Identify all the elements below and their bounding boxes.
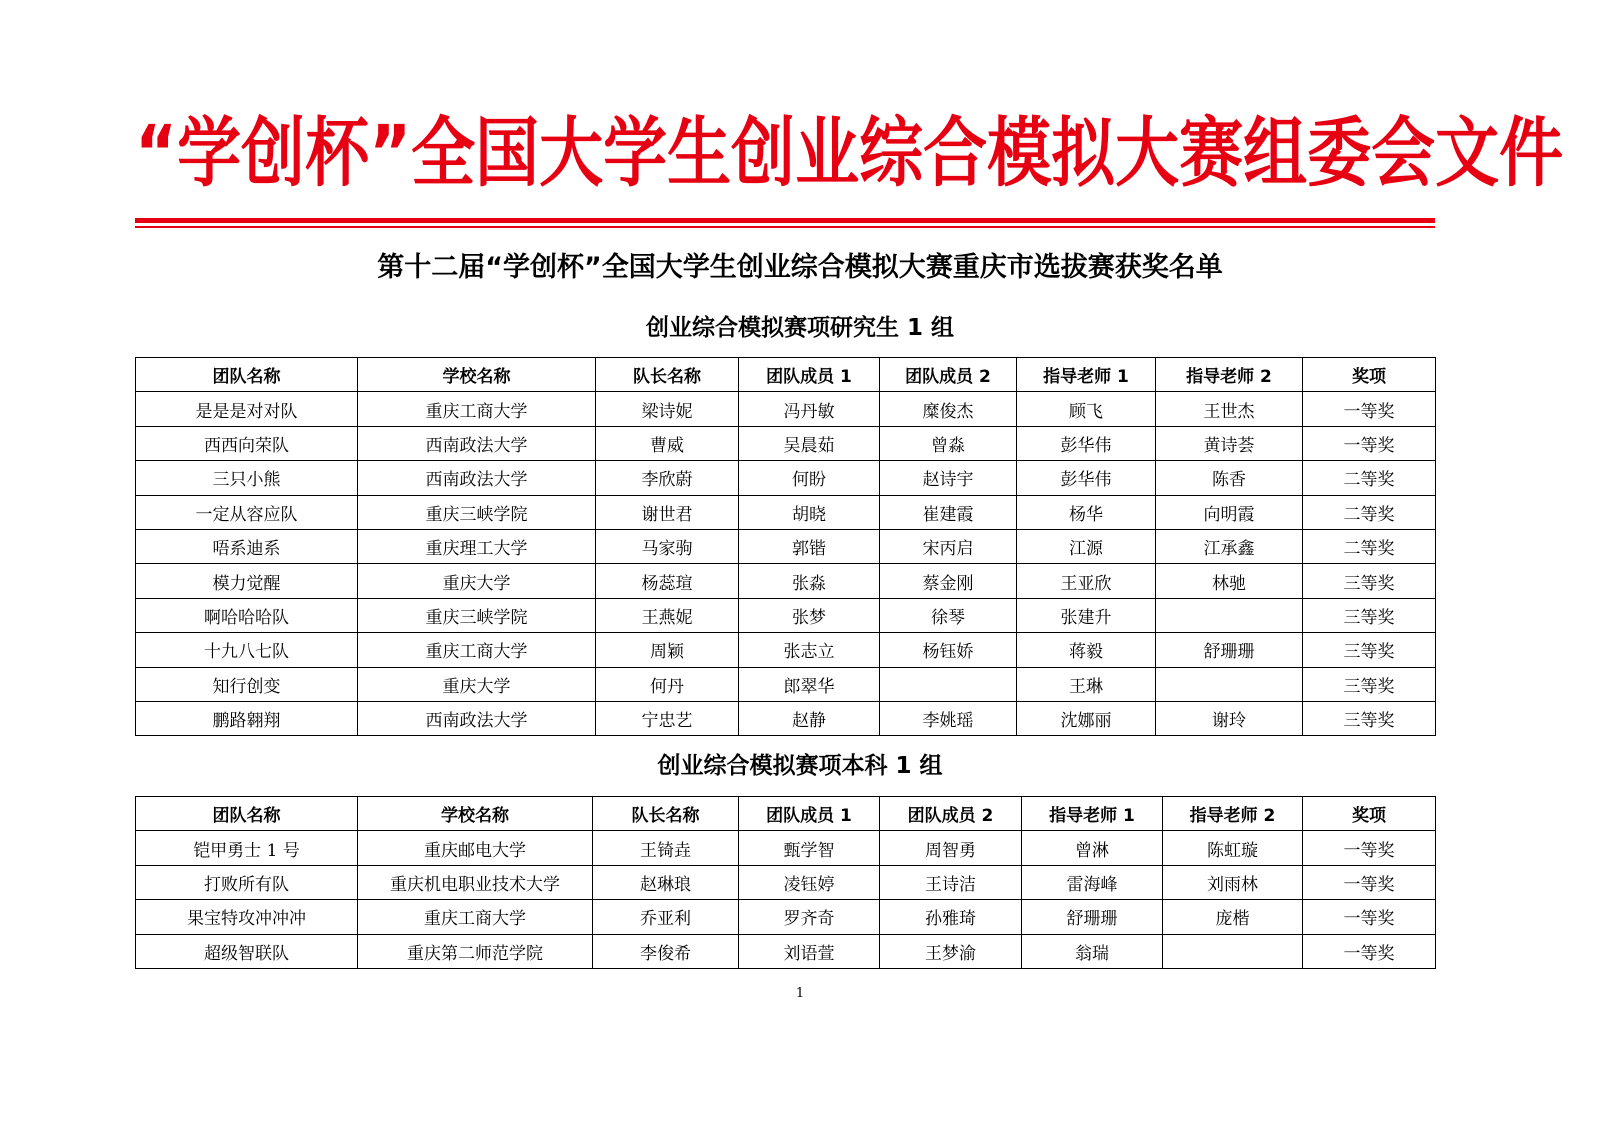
table-cell: 是是是对对队	[136, 392, 358, 426]
column-header: 队长名称	[596, 358, 739, 392]
table-cell: 胡晓	[739, 495, 880, 529]
table-cell: 黄诗荟	[1156, 426, 1303, 460]
table-cell: 蒋毅	[1017, 633, 1156, 667]
letterhead-char: 创	[731, 110, 796, 198]
table-cell: 三等奖	[1303, 667, 1436, 701]
table-cell: 李姚瑶	[880, 701, 1017, 735]
letterhead-char: 模	[987, 110, 1052, 198]
table-cell: 西南政法大学	[358, 461, 596, 495]
column-header: 指导老师 1	[1022, 797, 1163, 831]
table-cell: 一等奖	[1303, 392, 1436, 426]
table-cell: 陈虹璇	[1163, 831, 1303, 865]
letterhead-char: 学	[603, 110, 668, 198]
letterhead-char: 委	[1307, 110, 1372, 198]
letterhead-char: 合	[923, 110, 988, 198]
letterhead-char: 全	[411, 110, 476, 198]
table-row	[136, 667, 1436, 701]
table-cell: 梁诗妮	[596, 392, 739, 426]
table-row	[136, 495, 1436, 529]
table-cell: 重庆邮电大学	[358, 831, 593, 865]
section-title-graduate: 创业综合模拟赛项研究生 1 组	[645, 315, 955, 341]
column-header: 奖项	[1303, 358, 1436, 392]
table-cell: 赵静	[739, 701, 880, 735]
table-cell: 糜俊杰	[880, 392, 1017, 426]
letterhead-char: 生	[667, 110, 732, 198]
table-cell: 乔亚利	[593, 900, 739, 934]
table-cell: 果宝特攻冲冲冲	[136, 900, 358, 934]
table-cell: 西西向荣队	[136, 426, 358, 460]
table-cell: 曹威	[596, 426, 739, 460]
table-cell: 超级智联队	[136, 934, 358, 968]
letterhead-char: 大	[539, 110, 604, 198]
table-cell: 张建升	[1017, 598, 1156, 632]
column-header: 团队成员 2	[880, 797, 1022, 831]
letterhead-rule-thick	[135, 218, 1435, 223]
table-row	[136, 831, 1436, 865]
column-header: 指导老师 1	[1017, 358, 1156, 392]
table-cell: 曾淼	[880, 426, 1017, 460]
table-cell: 啊哈哈哈队	[136, 598, 358, 632]
table-cell: 陈香	[1156, 461, 1303, 495]
table-header-row	[136, 797, 1436, 831]
letterhead-char: 组	[1243, 110, 1308, 198]
column-header: 团队成员 1	[739, 358, 880, 392]
table-cell: 唔系迪系	[136, 529, 358, 563]
table-cell: 谢玲	[1156, 701, 1303, 735]
column-header: 学校名称	[358, 358, 596, 392]
page-number: 1	[795, 986, 805, 1001]
letterhead-char: 创	[241, 110, 306, 198]
table-cell: 重庆大学	[358, 564, 596, 598]
table-cell: 翁瑞	[1022, 934, 1163, 968]
table-cell: 一等奖	[1303, 900, 1436, 934]
table-cell: 刘雨林	[1163, 865, 1303, 899]
table-cell: 西南政法大学	[358, 701, 596, 735]
table-cell: 重庆工商大学	[358, 392, 596, 426]
table-cell: 铠甲勇士 1 号	[136, 831, 358, 865]
table-cell: 二等奖	[1303, 461, 1436, 495]
table-cell: 宁忠艺	[596, 701, 739, 735]
table-row	[136, 900, 1436, 934]
table-cell: 杨华	[1017, 495, 1156, 529]
table-cell: 谢世君	[596, 495, 739, 529]
table-cell: 郭锴	[739, 529, 880, 563]
table-cell: 周智勇	[880, 831, 1022, 865]
column-header: 团队名称	[136, 358, 358, 392]
column-header: 奖项	[1303, 797, 1436, 831]
table-row	[136, 701, 1436, 735]
table-cell: 杨钰娇	[880, 633, 1017, 667]
table-cell: 重庆三峡学院	[358, 598, 596, 632]
table-cell: 顾飞	[1017, 392, 1156, 426]
letterhead-char: 国	[475, 110, 540, 198]
table-cell: 凌钰婷	[739, 865, 880, 899]
letterhead-char: “	[135, 110, 178, 198]
table-cell: 三只小熊	[136, 461, 358, 495]
table-row	[136, 564, 1436, 598]
letterhead-rule-thin	[135, 226, 1435, 228]
table-cell: 孙雅琦	[880, 900, 1022, 934]
letterhead-char: 学	[177, 110, 242, 198]
table-cell: 周颖	[596, 633, 739, 667]
table-cell: 庞楷	[1163, 900, 1303, 934]
table-row	[136, 461, 1436, 495]
table-cell: 曾淋	[1022, 831, 1163, 865]
table-cell: 张梦	[739, 598, 880, 632]
table-cell: 二等奖	[1303, 495, 1436, 529]
table-cell: 徐琴	[880, 598, 1017, 632]
table-cell: 沈娜丽	[1017, 701, 1156, 735]
table-cell: 宋丙启	[880, 529, 1017, 563]
table-cell: 王锜垚	[593, 831, 739, 865]
table-cell: 三等奖	[1303, 633, 1436, 667]
column-header: 团队成员 1	[739, 797, 880, 831]
table-cell	[1156, 667, 1303, 701]
letterhead-char: 文	[1435, 110, 1500, 198]
table-cell: 江源	[1017, 529, 1156, 563]
letterhead-char: 综	[859, 110, 924, 198]
table-cell: 三等奖	[1303, 598, 1436, 632]
table-cell: 一等奖	[1303, 934, 1436, 968]
award-table-graduate	[135, 357, 1436, 736]
table-cell: 彭华伟	[1017, 461, 1156, 495]
letterhead-title	[135, 108, 1564, 200]
table-cell: 张淼	[739, 564, 880, 598]
column-header: 学校名称	[358, 797, 593, 831]
table-cell: 何盼	[739, 461, 880, 495]
letterhead-char: 大	[1115, 110, 1180, 198]
table-row	[136, 529, 1436, 563]
table-cell: 一等奖	[1303, 831, 1436, 865]
table-cell: 王梦渝	[880, 934, 1022, 968]
table-cell: 江承鑫	[1156, 529, 1303, 563]
table-cell: 一等奖	[1303, 426, 1436, 460]
table-cell: 三等奖	[1303, 564, 1436, 598]
table-cell: 一定从容应队	[136, 495, 358, 529]
table-header-row	[136, 358, 1436, 392]
table-cell: 彭华伟	[1017, 426, 1156, 460]
letterhead-char: 杯	[305, 110, 370, 198]
table-cell: 打败所有队	[136, 865, 358, 899]
letterhead-char: 业	[795, 110, 860, 198]
table-row	[136, 392, 1436, 426]
table-cell: 王琳	[1017, 667, 1156, 701]
document-title: 第十二届“学创杯”全国大学生创业综合模拟大赛重庆市选拔赛获奖名单	[377, 252, 1223, 283]
table-cell: 李欣蔚	[596, 461, 739, 495]
table-row	[136, 934, 1436, 968]
table-cell: 舒珊珊	[1156, 633, 1303, 667]
table-cell: 林驰	[1156, 564, 1303, 598]
table-cell: 重庆机电职业技术大学	[358, 865, 593, 899]
table-cell: 模力觉醒	[136, 564, 358, 598]
table-cell: 重庆理工大学	[358, 529, 596, 563]
table-cell: 吴晨茹	[739, 426, 880, 460]
letterhead-char: ”	[369, 110, 412, 198]
table-cell: 郎翠华	[739, 667, 880, 701]
table-cell	[1163, 934, 1303, 968]
table-cell: 二等奖	[1303, 529, 1436, 563]
table-cell: 冯丹敏	[739, 392, 880, 426]
table-cell: 向明霞	[1156, 495, 1303, 529]
table-cell: 王燕妮	[596, 598, 739, 632]
table-cell: 重庆工商大学	[358, 900, 593, 934]
table-cell: 重庆第二师范学院	[358, 934, 593, 968]
column-header: 队长名称	[593, 797, 739, 831]
table-row	[136, 865, 1436, 899]
table-cell: 崔建霞	[880, 495, 1017, 529]
table-cell: 罗齐奇	[739, 900, 880, 934]
column-header: 团队成员 2	[880, 358, 1017, 392]
table-row	[136, 426, 1436, 460]
letterhead-char: 拟	[1051, 110, 1116, 198]
table-cell: 马家驹	[596, 529, 739, 563]
table-cell: 知行创变	[136, 667, 358, 701]
table-cell: 刘语萱	[739, 934, 880, 968]
table-row	[136, 633, 1436, 667]
table-cell: 西南政法大学	[358, 426, 596, 460]
table-cell: 何丹	[596, 667, 739, 701]
column-header: 团队名称	[136, 797, 358, 831]
table-cell	[1156, 598, 1303, 632]
table-cell: 鹏路翱翔	[136, 701, 358, 735]
table-cell: 十九八七队	[136, 633, 358, 667]
table-cell: 蔡金刚	[880, 564, 1017, 598]
table-cell: 重庆大学	[358, 667, 596, 701]
section-title-undergraduate: 创业综合模拟赛项本科 1 组	[657, 753, 943, 779]
table-cell: 杨蕊瑄	[596, 564, 739, 598]
table-cell: 赵琳琅	[593, 865, 739, 899]
column-header: 指导老师 2	[1156, 358, 1303, 392]
table-cell: 雷海峰	[1022, 865, 1163, 899]
table-cell	[880, 667, 1017, 701]
table-cell: 重庆三峡学院	[358, 495, 596, 529]
table-row	[136, 598, 1436, 632]
letterhead-char: 会	[1371, 110, 1436, 198]
table-cell: 重庆工商大学	[358, 633, 596, 667]
award-table-undergraduate	[135, 796, 1436, 969]
table-cell: 舒珊珊	[1022, 900, 1163, 934]
table-cell: 王亚欣	[1017, 564, 1156, 598]
table-cell: 三等奖	[1303, 701, 1436, 735]
table-cell: 王世杰	[1156, 392, 1303, 426]
table-cell: 李俊希	[593, 934, 739, 968]
letterhead-char: 件	[1499, 110, 1564, 198]
table-cell: 张志立	[739, 633, 880, 667]
table-cell: 赵诗宇	[880, 461, 1017, 495]
column-header: 指导老师 2	[1163, 797, 1303, 831]
table-cell: 一等奖	[1303, 865, 1436, 899]
table-cell: 甄学智	[739, 831, 880, 865]
letterhead-char: 赛	[1179, 110, 1244, 198]
table-cell: 王诗洁	[880, 865, 1022, 899]
